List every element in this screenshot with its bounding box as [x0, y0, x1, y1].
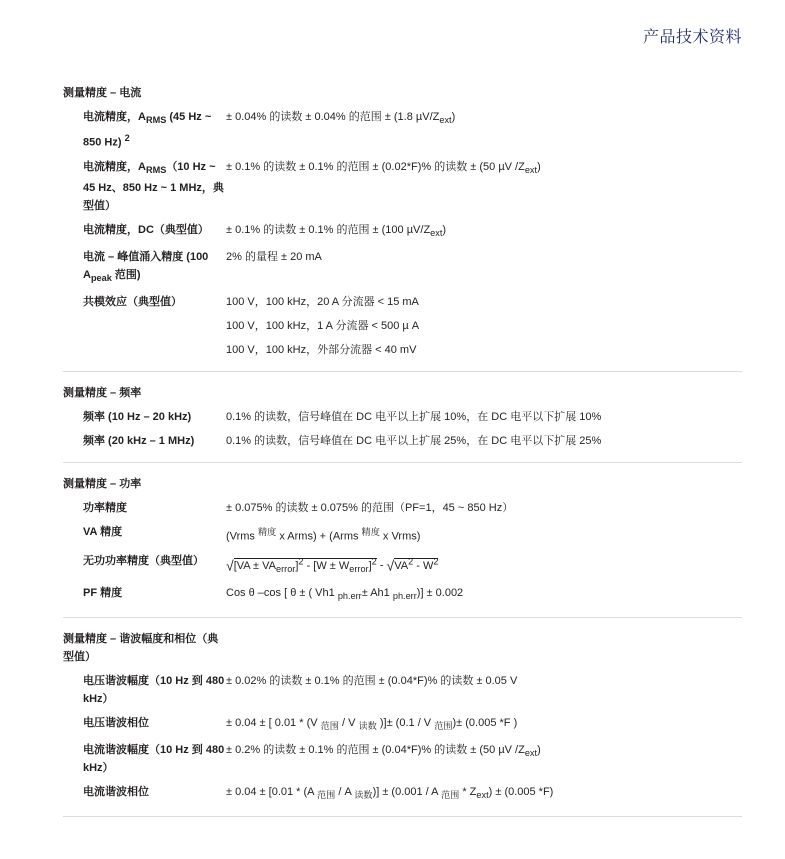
spec-row — [63, 293, 742, 311]
section-title: 测量精度 – 电流 — [63, 87, 142, 99]
spec-value: ± 0.04% 的读数 ± 0.04% 的范围 ± (1.8 $\mu V/Z_{ext}$) — [226, 111, 456, 126]
spec-section — [63, 384, 742, 463]
spec-label: 电流精度，DC（典型值） — [83, 224, 209, 237]
spec-value: (Vrms $^{精度}$ x Arms) + (Arms $^{精度}$ x Vrms) — [226, 527, 421, 544]
spec-value: 0.1% 的读数，信号峰值在 DC 电平以上扩展 25%，在 DC 电平以下扩展 25% — [226, 435, 602, 448]
spec-row — [63, 248, 742, 287]
spec-label: VA 精度 — [83, 526, 123, 539]
spec-value: 100 V，100 kHz，外部分流器 < 40 mV — [226, 344, 417, 357]
spec-row — [63, 741, 742, 777]
spec-value: ± 0.04 ± [0.01 * (A $_{范围}$ / A $_{读数}$)] ± (0.001 / A $_{范围} * Z_{ext}) \pm (0.005$ *F) — [226, 786, 554, 801]
spec-value: ± 0.1% 的读数 ± 0.1% 的范围 ± (100 $\mu V/Z_{ext}$) — [226, 224, 447, 239]
spec-label: 电流谐波幅度（10 Hz 到 480 kHz） — [83, 744, 225, 775]
spec-row — [63, 783, 742, 804]
spec-label: 功率精度 — [83, 502, 127, 515]
spec-label: 电流谐波相位 — [83, 786, 149, 799]
section-title: 测量精度 – 频率 — [63, 387, 142, 400]
spec-label: PF 精度 — [83, 586, 123, 599]
spec-row — [63, 552, 742, 578]
spec-row — [63, 714, 742, 735]
spec-label — [63, 341, 226, 359]
spec-label: 无功功率精度（典型值） — [83, 555, 204, 568]
spec-value: 2% 的量程 ± 20 mA — [226, 251, 322, 264]
spec-value: 0.1% 的读数，信号峰值在 DC 电平以上扩展 10%，在 DC 电平以下扩展 10% — [226, 411, 602, 424]
spec-row — [63, 432, 742, 450]
spec-row — [63, 672, 742, 708]
spec-row — [63, 523, 742, 546]
spec-row — [63, 408, 742, 426]
spec-label: 共模效应（典型值） — [83, 296, 182, 309]
spec-label: 电流 – 峰值涌入精度 (100 $A_{peak}$ 范围) — [83, 251, 209, 284]
spec-label: 频率 (10 Hz – 20 kHz) — [83, 411, 192, 424]
spec-row — [63, 317, 742, 335]
spec-value: 100 V，100 kHz，1 A 分流器 < 500 µ A — [226, 320, 420, 333]
spec-row — [63, 499, 742, 517]
spec-label: 电流精度，$A_{RMS}$ (45 Hz ~ 850 Hz) $^2$ — [83, 111, 212, 149]
spec-label: 电压谐波幅度（10 Hz 到 480 kHz） — [83, 675, 225, 706]
spec-value: ± 0.1% 的读数 ± 0.1% 的范围 ± (0.02*F)% 的读数 ± (50 µV $/Z_{ext}$) — [226, 160, 541, 176]
spec-content — [63, 84, 742, 829]
spec-label: 频率 (20 kHz – 1 MHz) — [83, 435, 195, 448]
spec-row — [63, 108, 742, 152]
spec-value: ± 0.04 ± [ 0.01 * (V $_{范围}$ / V $_{读数}$ )]± (0.1 / V $_{范围}$)± (0.005 *F ) — [226, 717, 518, 732]
section-title: 测量精度 – 功率 — [63, 478, 142, 491]
spec-value: 100 V，100 kHz，20 A 分流器 < 15 mA — [226, 296, 419, 309]
spec-row — [63, 221, 742, 242]
spec-value: ± 0.2% 的读数 ± 0.1% 的范围 ± (0.04*F)% 的读数 ± (50 µV $/Z_{ext}$) — [226, 744, 541, 759]
spec-row — [63, 158, 742, 215]
spec-label: 电压谐波相位 — [83, 717, 149, 730]
spec-row — [63, 584, 742, 605]
document-title: 产品技术资料 — [642, 29, 742, 46]
spec-label — [63, 317, 226, 335]
spec-row — [63, 341, 742, 359]
spec-value: Cos θ –cos [ θ ± ( Vh1 $_{ph.err}$± Ah1 $_{ph.err}$)] ± 0.002 — [226, 586, 464, 602]
spec-section — [63, 630, 742, 817]
section-title: 测量精度 – 谐波幅度和相位（典型值） — [63, 633, 219, 664]
spec-value: ± 0.075% 的读数 ± 0.075% 的范围（PF=1，45 ~ 850 Hz） — [226, 502, 514, 515]
spec-section — [63, 84, 742, 372]
spec-value: $√[VA \pm VA_{error}]^2 - [W \pm W_{error}]^2 - √VA^2 - W^2$ — [226, 556, 439, 574]
spec-value: ± 0.02% 的读数 ± 0.1% 的范围 ± (0.04*F)% 的读数 ± 0.05 V — [226, 675, 518, 688]
spec-label: 电流精度，$A_{RMS}(10$ Hz ~ 45 Hz、850 Hz ~ 1 MHz，典型值） — [83, 160, 224, 213]
spec-section — [63, 475, 742, 618]
